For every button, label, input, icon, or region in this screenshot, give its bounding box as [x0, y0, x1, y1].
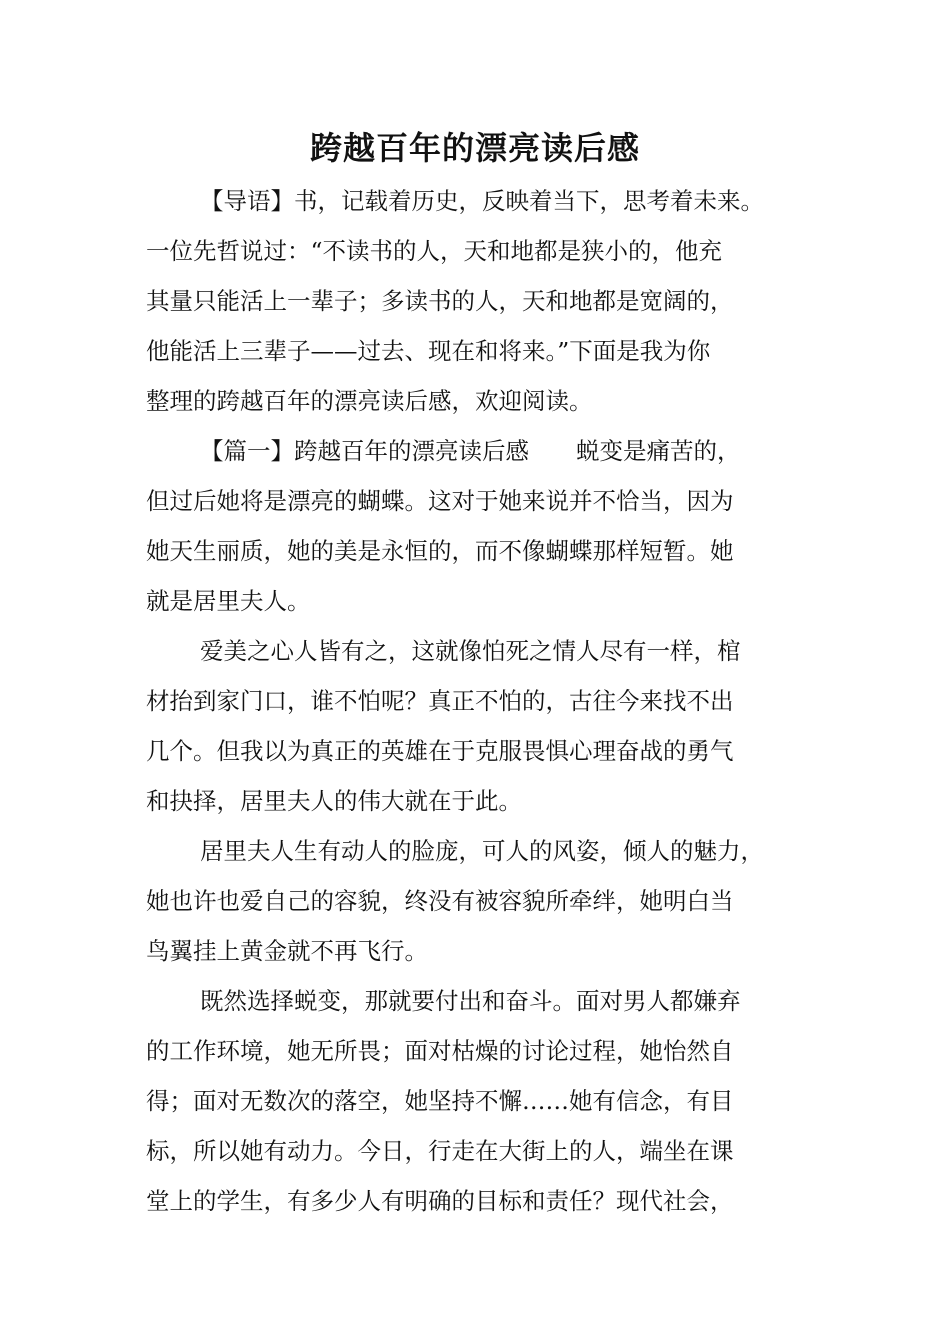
- document-body: [146, 176, 826, 1226]
- paragraph-line: 几个。但我以为真正的英雄在于克服畏惧心理奋战的勇气: [146, 737, 734, 765]
- paragraph-line: 一位先哲说过：“不读书的人，天和地都是狭小的，他充: [146, 237, 723, 265]
- document-title: 跨越百年的漂亮读后感: [309, 129, 640, 167]
- paragraph-line: 和抉择，居里夫人的伟大就在于此。: [146, 787, 522, 815]
- paragraph-line: 得；面对无数次的落空，她坚持不懈……她有信念，有目: [146, 1087, 734, 1115]
- paragraph-line: 鸟翼挂上黄金就不再飞行。: [146, 937, 428, 965]
- paragraph-line: 就是居里夫人。: [146, 587, 311, 615]
- paragraph-line: 他能活上三辈子——过去、现在和将来。”下面是我为你: [146, 337, 711, 365]
- paragraph-line: 她天生丽质，她的美是永恒的，而不像蝴蝶那样短暂。她: [146, 537, 734, 565]
- paragraph-line: 堂上的学生，有多少人有明确的目标和责任？现代社会，: [146, 1187, 734, 1215]
- paragraph-line: 【导语】书，记载着历史，反映着当下，思考着未来。: [200, 187, 764, 215]
- paragraph-line: 其量只能活上一辈子；多读书的人，天和地都是宽阔的，: [146, 287, 734, 315]
- paragraph-line: 材抬到家门口，谁不怕呢？真正不怕的，古往今来找不出: [146, 687, 734, 715]
- paragraph-line: 【篇一】跨越百年的漂亮读后感 蜕变是痛苦的，: [200, 437, 741, 465]
- paragraph-line: 爱美之心人皆有之，这就像怕死之情人尽有一样，棺: [200, 637, 741, 665]
- paragraph-line: 整理的跨越百年的漂亮读后感，欢迎阅读。: [146, 387, 593, 415]
- paragraph-line: 标，所以她有动力。今日，行走在大街上的人，端坐在课: [146, 1137, 734, 1165]
- paragraph-line: 的工作环境，她无所畏；面对枯燥的讨论过程，她怡然自: [146, 1037, 734, 1065]
- paragraph-line: 她也许也爱自己的容貌，终没有被容貌所牵绊，她明白当: [146, 887, 734, 915]
- paragraph-line: 既然选择蜕变，那就要付出和奋斗。面对男人都嫌弃: [200, 987, 741, 1015]
- paragraph-line: 但过后她将是漂亮的蝴蝶。这对于她来说并不恰当，因为: [146, 487, 734, 515]
- paragraph-line: 居里夫人生有动人的脸庞，可人的风姿，倾人的魅力，: [200, 837, 764, 865]
